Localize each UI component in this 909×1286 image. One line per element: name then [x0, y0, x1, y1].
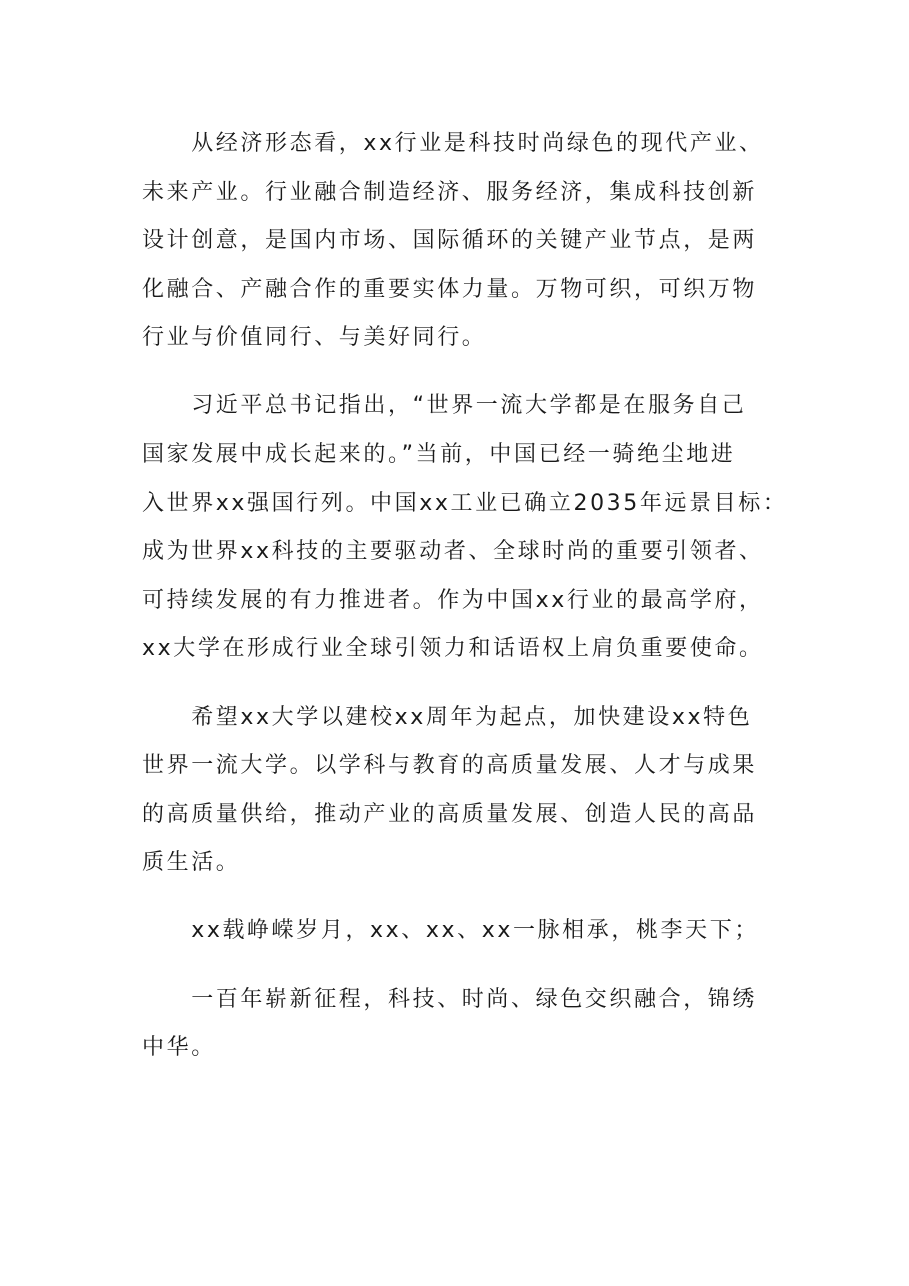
- text-line: 世界一流大学。以学科与教育的高质量发展、人才与成果: [142, 753, 758, 779]
- text-line: 入世界xx强国行列。中国xx工业已确立2035年远景目标：: [142, 490, 788, 516]
- text-line: xx载峥嵘岁月，xx、xx、xx一脉相承，桃李天下；: [142, 918, 759, 944]
- text-line: 的高质量供给，推动产业的高质量发展、创造人民的高品: [142, 801, 758, 827]
- text-line: 行业与价值同行、与美好同行。: [142, 325, 487, 351]
- paragraph-couplet-first: [142, 907, 782, 956]
- paragraph-spacer: [142, 674, 782, 694]
- paragraph-couplet-second: [142, 976, 782, 1073]
- text-line: xx大学在形成行业全球引领力和话语权上肩负重要使命。: [142, 636, 764, 662]
- paragraph-spacer: [142, 956, 782, 976]
- paragraph-economic-form: [142, 120, 782, 363]
- text-line: 成为世界xx科技的主要驱动者、全球时尚的重要引领者、: [142, 539, 764, 565]
- document-body: [142, 120, 788, 1073]
- paragraph-quote: [142, 382, 788, 674]
- text-line: 质生活。: [142, 850, 241, 876]
- text-line: 未来产业。行业融合制造经济、服务经济，集成科技创新: [142, 179, 758, 205]
- text-line: 国家发展中成长起来的。”当前，中国已经一骑绝尘地进: [142, 442, 736, 468]
- text-line: 设计创意，是国内市场、国际循环的关键产业节点，是两: [142, 228, 758, 254]
- text-line: 从经济形态看，xx行业是科技时尚绿色的现代产业、: [142, 131, 764, 156]
- text-line: 可持续发展的有力推进者。作为中国xx行业的最高学府，: [142, 587, 764, 613]
- text-line: 中华。: [142, 1035, 216, 1061]
- text-line: 希望xx大学以建校xx周年为起点，加快建设xx特色: [142, 704, 753, 730]
- paragraph-spacer: [142, 888, 782, 908]
- text-line: 习近平总书记指出，“世界一流大学都是在服务自己: [142, 393, 747, 419]
- paragraph-hope: [142, 694, 782, 888]
- text-line: 化融合、产融合作的重要实体力量。万物可织，可织万物: [142, 276, 758, 302]
- paragraph-spacer: [142, 363, 782, 383]
- text-line: 一百年崭新征程，科技、时尚、绿色交织融合，锦绣: [142, 986, 758, 1012]
